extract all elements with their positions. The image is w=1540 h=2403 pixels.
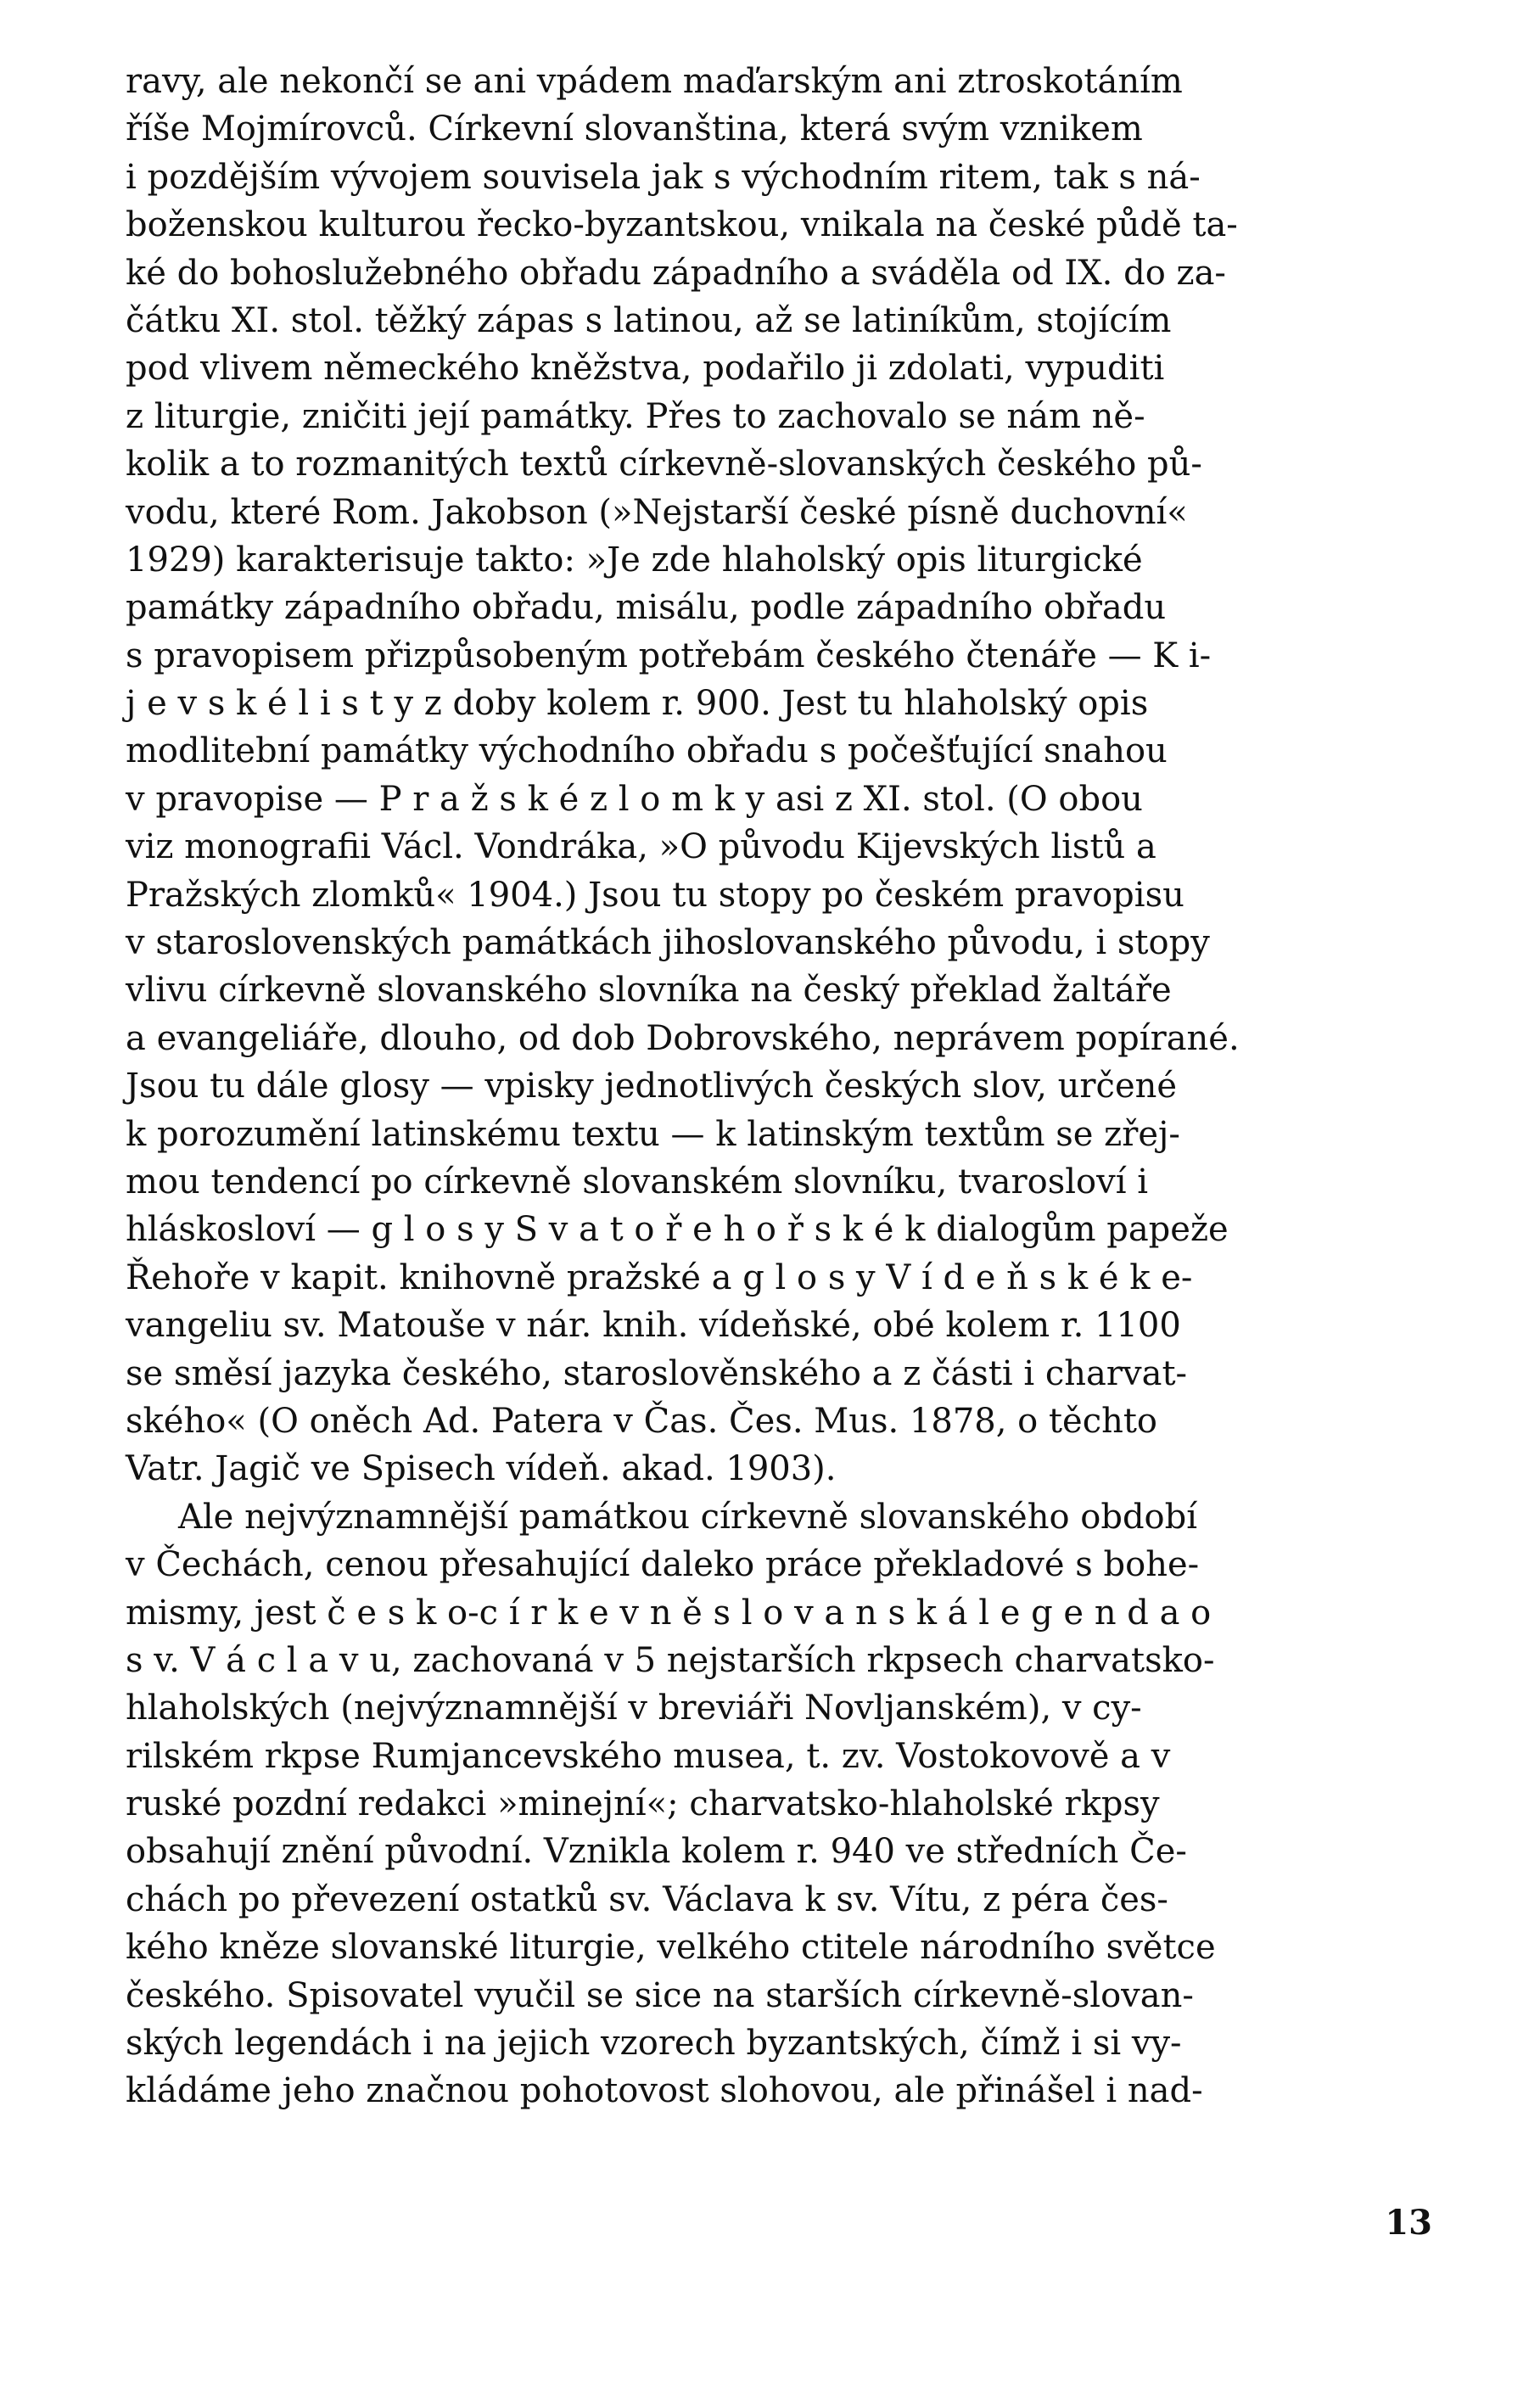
text-line: k porozumění latinskému textu — k latinským textům se zřej- (126, 1114, 1180, 1154)
text-line: českého. Spisovatel vyučil se sice na starších církevně-slovan- (126, 1975, 1194, 2015)
text-line: ruské pozdní redakci »minejní«; charvatsko-hlaholské rkpsy (126, 1784, 1160, 1824)
text-line: vlivu církevně slovanského slovníka na český překlad žaltáře (126, 971, 1172, 1011)
text-line: ké do bohoslužebného obřadu západního a sváděla od IX. do za- (126, 253, 1226, 293)
text-line: s pravopisem přizpůsobeným potřebám českého čtenáře — K i- (126, 636, 1212, 675)
text-line: a evangeliáře, dlouho, od dob Dobrovského, neprávem popírané. (126, 1018, 1240, 1058)
text-line: Vatr. Jagič ve Spisech vídeň. akad. 1903). (126, 1449, 837, 1489)
paragraph-first-line: Ale nejvýznamnější památkou církevně slovanského období (178, 1497, 1198, 1537)
text-line: obsahují znění původní. Vznikla kolem r. 940 ve středních Če- (126, 1832, 1187, 1872)
text-block (126, 58, 1432, 2115)
text-line: hlaholských (nejvýznamnější v breviáři Novljanském), v cy- (126, 1689, 1142, 1728)
text-line: chách po převezení ostatků sv. Václava k sv. Vítu, z péra čes- (126, 1879, 1168, 1919)
text-line: j e v s k é l i s t y z doby kolem r. 900. Jest tu hlaholský opis (126, 684, 1149, 724)
text-line: viz monografii Václ. Vondráka, »O původu Kijevských listů a (126, 827, 1156, 867)
text-line: rilském rkpse Rumjancevského musea, t. zv. Vostokovově a v (126, 1736, 1171, 1776)
text-line: ského« (O oněch Ad. Patera v Čas. Čes. Mus. 1878, o těchto (126, 1401, 1158, 1441)
text-line: čátku XI. stol. těžký zápas s latinou, až se latiníkům, stojícím (126, 300, 1172, 340)
text-line: ravy, ale nekončí se ani vpádem maďarským ani ztroskotáním (126, 62, 1183, 101)
text-line: i pozdějším vývojem souvisela jak s východním ritem, tak s ná- (126, 157, 1201, 197)
text-line: s v. V á c l a v u, zachovaná v 5 nejstarších rkpsech charvatsko- (126, 1640, 1215, 1680)
text-line: kého kněze slovanské liturgie, velkého ctitele národního světce (126, 1928, 1216, 1968)
text-line: v staroslovenských památkách jihoslovanského původu, i stopy (126, 923, 1210, 963)
text-line: hláskosloví — g l o s y S v a t o ř e h o ř s k é k dialogům papeže (126, 1210, 1229, 1250)
text-line: kolik a to rozmanitých textů církevně-slovanských českého pů- (126, 445, 1202, 485)
text-line: Pražských zlomků« 1904.) Jsou tu stopy po českém pravopisu (126, 875, 1184, 915)
text-line: Jsou tu dále glosy — vpisky jednotlivých českých slov, určené (126, 1067, 1178, 1106)
text-line: v Čechách, cenou přesahující daleko práce překladové s bohe- (126, 1545, 1200, 1585)
text-line: mou tendencí po církevně slovanském slovníku, tvarosloví i (126, 1162, 1149, 1202)
text-line: mismy, jest č e s k o-c í r k e v n ě s l o v a n s k á l e g e n d a o (126, 1593, 1212, 1633)
text-line: Řehoře v kapit. knihovně pražské a g l o s y V í d e ň s k é k e- (126, 1258, 1193, 1297)
text-line: památky západního obřadu, misálu, podle západního obřadu (126, 588, 1167, 628)
text-line: modlitební památky východního obřadu s počešťující snahou (126, 731, 1168, 771)
text-line: pod vlivem německého kněžstva, podařilo ji zdolati, vypuditi (126, 349, 1165, 389)
text-line: boženskou kulturou řecko-byzantskou, vnikala na české půdě ta- (126, 205, 1238, 245)
text-line: z liturgie, zničiti její památky. Přes to zachovalo se nám ně- (126, 396, 1145, 436)
text-line: ských legendách i na jejich vzorech byzantských, čímž i si vy- (126, 2024, 1182, 2064)
text-line: říše Mojmírovců. Církevní slovanština, která svým vznikem (126, 109, 1143, 149)
text-line: v pravopise — P r a ž s k é z l o m k y asi z XI. stol. (O obou (126, 779, 1143, 819)
page-number: 13 (1385, 2203, 1432, 2243)
text-line: kládáme jeho značnou pohotovost slohovou, ale přinášel i nad- (126, 2071, 1203, 2111)
text-line: se směsí jazyka českého, staroslověnského a z části i charvat- (126, 1353, 1188, 1393)
text-line: vangeliu sv. Matouše v nár. knih. vídeňské, obé kolem r. 1100 (126, 1306, 1181, 1346)
text-line: vodu, které Rom. Jakobson (»Nejstarší české písně duchovní« (126, 492, 1188, 532)
text-line: 1929) karakterisuje takto: »Je zde hlaholský opis liturgické (126, 540, 1143, 580)
